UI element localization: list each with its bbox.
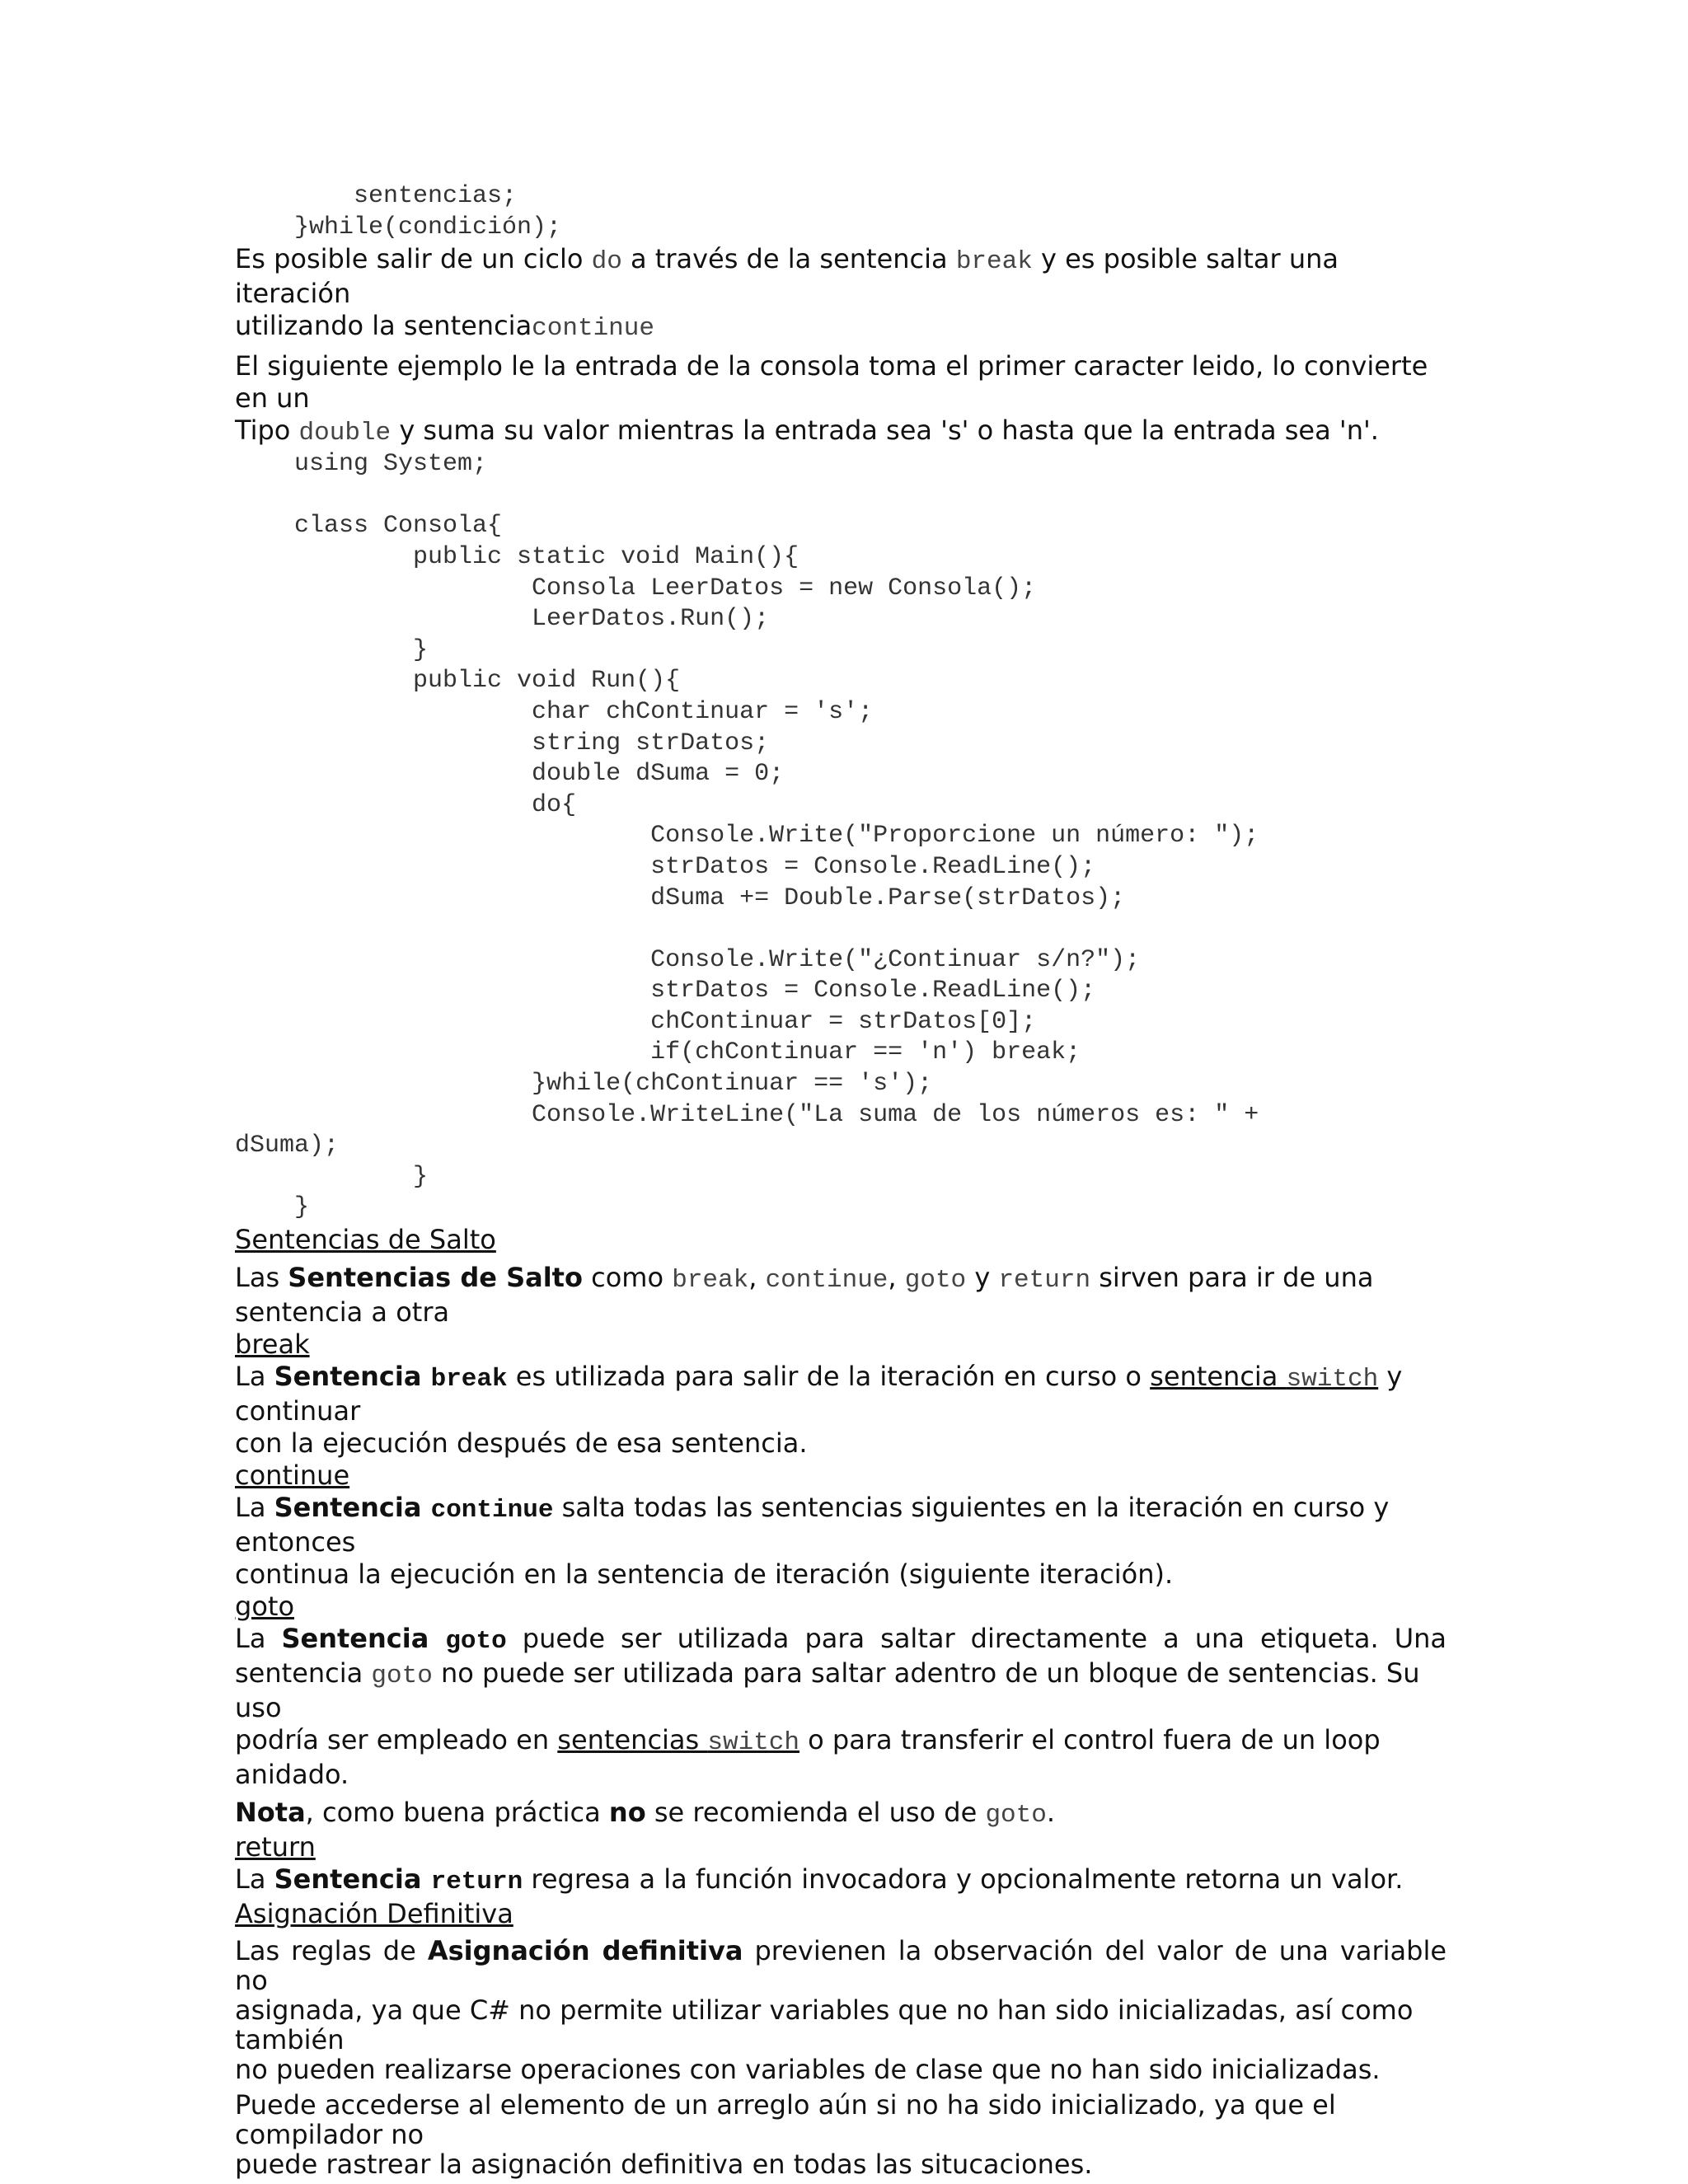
code-line: Console.Write("Proporcione un número: "); xyxy=(235,822,1259,851)
code-line: LeerDatos.Run(); xyxy=(235,605,770,634)
goto-line-2 xyxy=(235,1657,1447,1724)
link-text: sentencias xyxy=(557,1724,708,1756)
text: y xyxy=(966,1262,999,1294)
code-line: strDatos = Console.ReadLine(); xyxy=(235,977,1096,1005)
section-heading-break: break xyxy=(235,1329,310,1361)
text: y es posible saltar una iteración xyxy=(235,243,1339,310)
code-line: if(chContinuar == 'n') break; xyxy=(235,1038,1081,1067)
text: . xyxy=(1046,1797,1056,1829)
text: La xyxy=(235,1863,274,1896)
text: se recomienda el uso de xyxy=(645,1797,986,1829)
inline-code: switch xyxy=(707,1728,799,1758)
code-line: Console.Write("¿Continuar s/n?"); xyxy=(235,945,1141,974)
keyword: continue xyxy=(430,1496,554,1526)
text: Las reglas de xyxy=(235,1935,428,1967)
code-line: public static void Main(){ xyxy=(235,542,799,571)
text: continua la ejecución en la sentencia de iteración (siguiente iteración). xyxy=(235,1558,1174,1591)
document-page xyxy=(235,181,1447,2179)
code-line: public void Run(){ xyxy=(235,667,681,696)
paragraph-continue xyxy=(235,1492,1447,1591)
text: La xyxy=(235,1623,282,1655)
code-line xyxy=(235,914,1447,945)
link-text: sentencia xyxy=(1150,1361,1287,1393)
text: , como buena práctica xyxy=(305,1797,609,1829)
text: asignada, ya que C# no permite utilizar variables que no han sido inicializadas, así como también xyxy=(235,1994,1414,2056)
asig-line-1 xyxy=(235,1936,1447,1995)
text: podría ser empleado en xyxy=(235,1724,558,1756)
section-heading-salto: Sentencias de Salto xyxy=(235,1224,496,1256)
inline-code: break xyxy=(955,247,1033,277)
code-line: strDatos = Console.ReadLine(); xyxy=(235,852,1096,881)
text: a través de la sentencia xyxy=(621,243,956,275)
text: El siguiente ejemplo le la entrada de la consola toma el primer caracter leido, lo convierte en un xyxy=(235,350,1428,415)
code-line: } xyxy=(235,1162,429,1191)
code-line: class Consola{ xyxy=(235,512,503,541)
paragraph-do-break xyxy=(235,243,1447,344)
text: , xyxy=(888,1262,905,1294)
code-block-do-while xyxy=(235,181,1447,243)
text: Las xyxy=(235,1262,288,1294)
code-line: dSuma += Double.Parse(strDatos); xyxy=(235,883,1126,912)
code-line: }while(chContinuar == 's'); xyxy=(235,1070,933,1099)
paragraph-example-intro xyxy=(235,350,1447,449)
bold-text: Sentencia xyxy=(274,1492,431,1524)
text: Puede accederse al elemento de un arreglo aún si no ha sido inicializado, ya que el compilador no xyxy=(235,2089,1336,2151)
inline-code: break xyxy=(672,1266,749,1296)
inline-code: continue xyxy=(765,1266,889,1296)
text: es utilizada para salir de la iteración en curso o xyxy=(507,1361,1151,1393)
code-line: using System; xyxy=(235,450,488,479)
bold-text: Nota xyxy=(235,1797,306,1829)
code-line: sentencias; xyxy=(235,182,518,210)
text: La xyxy=(235,1492,274,1524)
code-line: dSuma); xyxy=(235,1132,340,1160)
code-line: } xyxy=(235,635,429,664)
link-sentencias-switch[interactable] xyxy=(557,1724,799,1758)
code-line: char chContinuar = 's'; xyxy=(235,697,874,726)
section-heading-continue: continue xyxy=(235,1460,350,1492)
inline-code: do xyxy=(591,247,622,277)
section-heading-return: return xyxy=(235,1831,316,1863)
goto-line-3 xyxy=(235,1724,1447,1791)
code-line: chContinuar = strDatos[0]; xyxy=(235,1007,1037,1036)
text: no puede ser utilizada para saltar adentro de un bloque de sentencias. Su uso xyxy=(235,1657,1420,1724)
paragraph-salto xyxy=(235,1262,1447,1329)
link-sentencia-switch[interactable] xyxy=(1150,1361,1378,1392)
text: regresa a la función invocadora y opcionalmente retorna un valor. xyxy=(523,1863,1404,1896)
text: La xyxy=(235,1361,274,1393)
paragraph-return xyxy=(235,1863,1447,1898)
text: utilizando la sentencia xyxy=(235,310,532,342)
bold-text: no xyxy=(608,1797,646,1829)
paragraph-asignacion-1 xyxy=(235,1936,1447,2084)
keyword: break xyxy=(430,1365,508,1394)
text: previenen la observación del valor de una variable no xyxy=(235,1935,1447,1997)
text: como xyxy=(582,1262,673,1294)
paragraph-goto xyxy=(235,1623,1447,1791)
bold-text: Asignación definitiva xyxy=(427,1935,743,1967)
inline-code: return xyxy=(998,1266,1091,1296)
section-heading-asignacion: Asignación Definitiva xyxy=(235,1898,513,1930)
section-heading-goto: goto xyxy=(235,1591,295,1623)
inline-code: switch xyxy=(1286,1365,1379,1394)
text: , xyxy=(748,1262,766,1294)
inline-code: goto xyxy=(904,1266,967,1296)
text: no pueden realizarse operaciones con variables de clase que no han sido inicializadas. xyxy=(235,2054,1381,2086)
code-line: }while(condición); xyxy=(235,213,562,241)
code-line: Console.WriteLine("La suma de los números es: " + xyxy=(235,1100,1259,1129)
text: puede ser utilizada para saltar directamente a una etiqueta. Una xyxy=(506,1623,1447,1655)
keyword: return xyxy=(430,1868,523,1897)
inline-code: double xyxy=(298,419,392,448)
text: y continuar xyxy=(235,1361,1403,1427)
paragraph-asignacion-2 xyxy=(235,2090,1447,2179)
text: y suma su valor mientras la entrada sea 's' o hasta que la entrada sea 'n'. xyxy=(391,415,1379,447)
bold-text: Sentencia xyxy=(281,1623,446,1655)
inline-code: continue xyxy=(532,314,654,344)
text: sentencia a otra xyxy=(235,1296,450,1329)
text: sentencia xyxy=(235,1657,372,1690)
bold-text: Sentencia xyxy=(274,1863,431,1896)
code-line: do{ xyxy=(235,790,577,819)
text: salta todas las sentencias siguientes en la iteración en curso y entonces xyxy=(235,1492,1390,1558)
paragraph-note xyxy=(235,1797,1447,1831)
text: puede rastrear la asignación definitiva en todas las situcaciones. xyxy=(235,2149,1093,2181)
code-line: } xyxy=(235,1193,310,1222)
code-line: string strDatos; xyxy=(235,729,770,757)
paragraph-break xyxy=(235,1361,1447,1460)
code-line: double dSuma = 0; xyxy=(235,760,785,789)
text: sirven para ir de una xyxy=(1090,1262,1374,1294)
text: o para transferir el control fuera de un loop anidado. xyxy=(235,1724,1381,1791)
keyword: goto xyxy=(445,1627,507,1657)
text: con la ejecución después de esa sentencia. xyxy=(235,1427,808,1460)
goto-line-1 xyxy=(235,1623,1447,1657)
inline-code: goto xyxy=(371,1661,433,1691)
text: Es posible salir de un ciclo xyxy=(235,243,592,275)
bold-text: Sentencias de Salto xyxy=(288,1262,583,1294)
inline-code: goto xyxy=(985,1801,1047,1830)
bold-text: Sentencia xyxy=(274,1361,431,1393)
code-line: Consola LeerDatos = new Consola(); xyxy=(235,574,1037,602)
code-line xyxy=(235,480,1447,512)
code-block-example xyxy=(235,449,1447,1224)
text: Tipo xyxy=(235,415,299,447)
